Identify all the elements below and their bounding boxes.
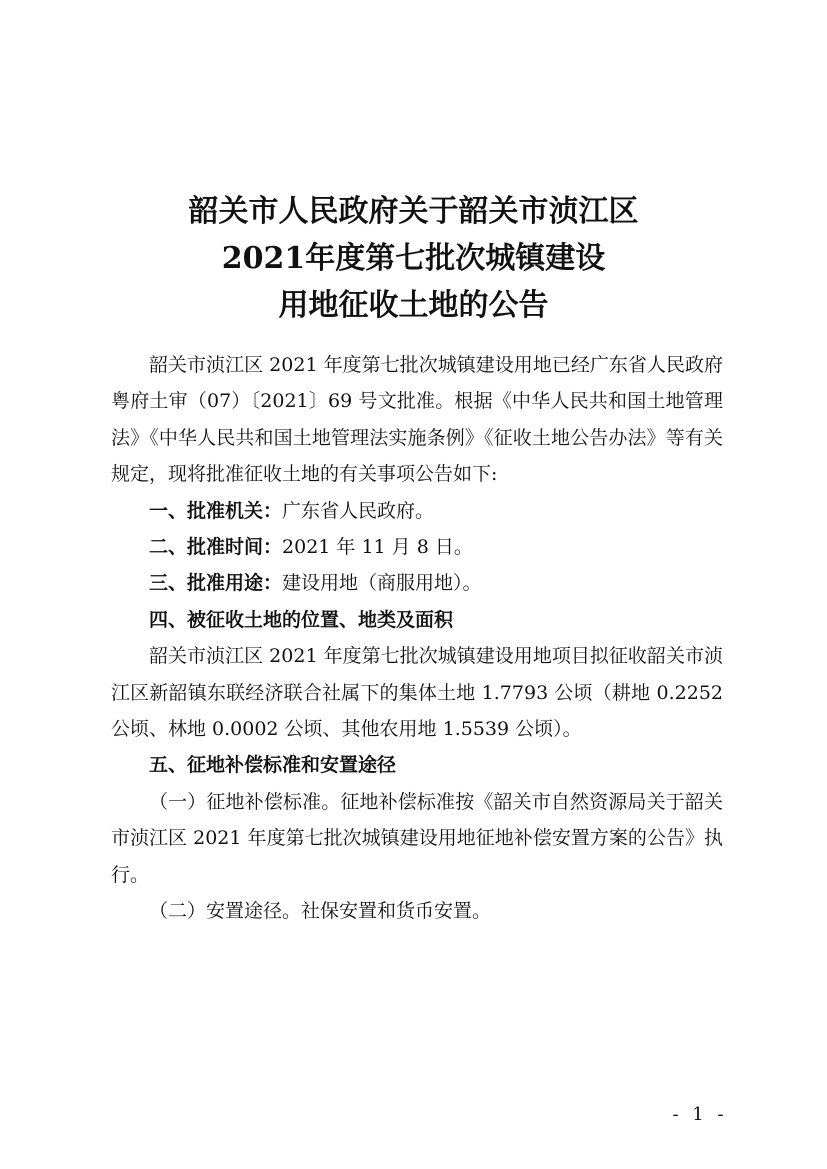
item-value: 2021 年 11 月 8 日。 <box>282 536 473 559</box>
document-title <box>0 188 827 329</box>
item-label: 二、批准时间： <box>149 536 283 559</box>
section-4-text: 韶关市浈江区 2021 年度第七批次城镇建设用地项目拟征收韶关市浈江区新韶镇东联经济联合社属下的集体土地 1.7793 公顷（耕地 0.2252 公顷、林地 0.0002 公顷、其他农用地 1.5539 公顷）。 <box>111 645 723 741</box>
item-value: 广东省人民政府。 <box>282 499 435 522</box>
item-label: 三、批准用途： <box>149 572 283 595</box>
section-5-sub-1: （一）征地补偿标准。征地补偿标准按《韶关市自然资源局关于韶关市浈江区 2021 年度第七批次城镇建设用地征地补偿安置方案的公告》执行。 <box>111 790 723 886</box>
item-approval-use <box>111 565 723 601</box>
document-body <box>111 347 723 930</box>
item-label: 一、批准机关： <box>149 499 283 522</box>
section-5-heading: 五、征地补偿标准和安置途径 <box>149 754 397 777</box>
page-number: - 1 - <box>672 1104 728 1125</box>
section-4-heading: 四、被征收土地的位置、地类及面积 <box>149 608 454 631</box>
item-approval-date <box>111 529 723 565</box>
item-approval-authority <box>111 493 723 529</box>
title-line-3: 用地征收土地的公告 <box>278 288 549 323</box>
title-line-2: 2021年度第七批次城镇建设 <box>221 241 606 276</box>
title-line-1: 韶关市人民政府关于韶关市浈江区 <box>188 194 639 229</box>
section-5-sub-2: （二）安置途径。社保安置和货币安置。 <box>149 900 492 923</box>
intro-paragraph: 韶关市浈江区 2021 年度第七批次城镇建设用地已经广东省人民政府粤府土审（07）〔2021〕69 号文批准。根据《中华人民共和国土地管理法》《中华人民共和国土地管理法实施条例》《征收土地公告办法》等有关规定，现将批准征收土地的有关事项公告如下: <box>111 354 723 486</box>
item-value: 建设用地（商服用地）。 <box>282 572 482 595</box>
